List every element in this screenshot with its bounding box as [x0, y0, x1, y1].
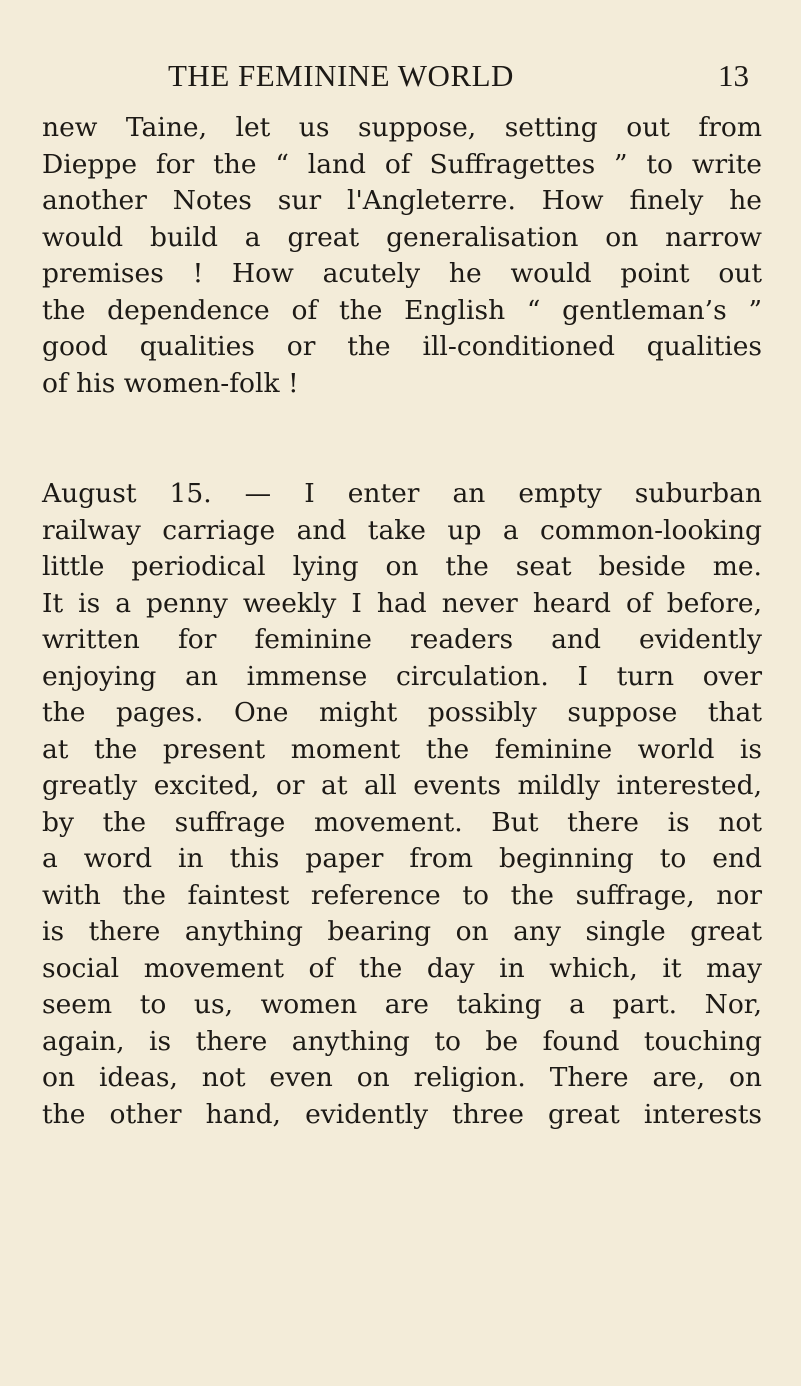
- text-line: enjoying an immense circulation. I turn over: [42, 660, 762, 692]
- text-line: the pages. One might possibly suppose that: [42, 697, 762, 728]
- page-number: 13: [718, 58, 749, 93]
- text-line: again, is there anything to be found touching: [42, 1025, 762, 1057]
- text-line: is there anything bearing on any single great: [42, 916, 762, 947]
- text-line: It is a penny weekly I had never heard of before,: [42, 587, 762, 619]
- text-line: with the faintest reference to the suffrage, nor: [42, 879, 762, 911]
- text-line: premises ! How acutely he would point out: [42, 258, 762, 289]
- text-line: railway carriage and take up a common-looking: [42, 514, 762, 546]
- text-line: Dieppe for the “ land of Suffragettes ” to write: [42, 148, 762, 180]
- running-head: THE FEMININE WORLD: [168, 58, 514, 93]
- text-line: seem to us, women are taking a part. Nor,: [42, 989, 762, 1020]
- paragraph-1: [42, 110, 762, 402]
- text-line: written for feminine readers and evidently: [42, 624, 762, 655]
- text-line: the dependence of the English “ gentleman’s ”: [42, 294, 762, 326]
- text-line: by the suffrage movement. But there is not: [42, 806, 762, 838]
- text-line: another Notes sur l'Angleterre. How finely he: [42, 185, 762, 216]
- text-line: new Taine, let us suppose, setting out from: [42, 112, 762, 143]
- text-line: on ideas, not even on religion. There are, on: [42, 1062, 762, 1093]
- text-line: the other hand, evidently three great interests: [42, 1098, 762, 1130]
- text-line: August 15. — I enter an empty suburban: [42, 478, 762, 509]
- text-line: a word in this paper from beginning to end: [42, 843, 762, 874]
- text-line: of his women-folk !: [42, 367, 299, 399]
- text-line: at the present moment the feminine world is: [42, 733, 762, 765]
- text-line: social movement of the day in which, it may: [42, 952, 762, 984]
- text-line: would build a great generalisation on narrow: [42, 221, 762, 253]
- text-line: greatly excited, or at all events mildly interested,: [42, 770, 762, 801]
- text-line: little periodical lying on the seat beside me.: [42, 551, 762, 582]
- text-line: good qualities or the ill-conditioned qualities: [42, 331, 762, 362]
- paragraph-2: [42, 476, 762, 1133]
